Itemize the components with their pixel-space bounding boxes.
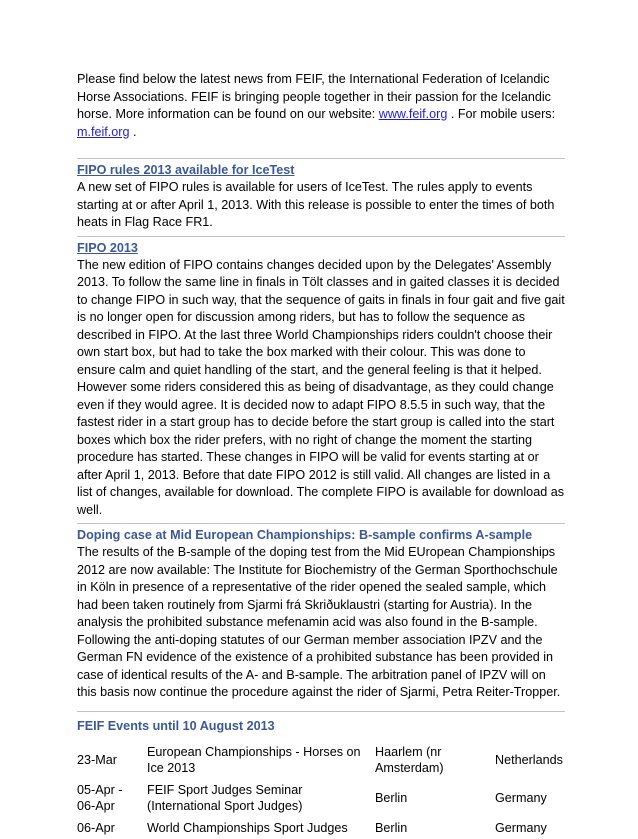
mobile-link[interactable]: m.feif.org — [77, 124, 130, 139]
event-country: Germany — [495, 790, 547, 805]
event-place: Berlin — [375, 790, 408, 805]
events-table — [77, 741, 565, 839]
event-name: FEIF Sport Judges Seminar (International Sport Judges) — [147, 782, 303, 813]
article-body-fipo: The new edition of FIPO contains changes decided upon by the Delegates' Assembly 2013. To follow the same line in finals in Tölt classes and in gaited classes it is decided to change FIPO in such way, that the sequence of gaits in finals in four gait and five gait is no longer open for discussion among riders, but has to follow the sequence as described in FIPO. At the last three World Championships riders couldn't choose their own start box, but had to take the box marked with their colour. This was done to ensure calm and quiet handling of the start, and the general feeling is that it helped. However some riders considered this as being of disadvantage, as they could change even if they would agree. It is decided now to adapt FIPO 8.5.5 in such way, that the fastest rider in a start group has to decide before the start group is called into the start boxes which box the rider prefers, with no right of change the moment the starting procedure has started. These changes in FIPO will be valid for events starting at or after April 1, 2013. Before that date FIPO 2012 is still valid. All changes are listed in a list of changes, available for download. The complete FIPO is available for download as well. — [77, 257, 565, 517]
intro-text-middle: . For mobile users: — [447, 107, 556, 121]
divider — [77, 711, 565, 712]
divider — [77, 236, 565, 237]
events-title: FEIF Events until 10 August 2013 — [77, 718, 275, 733]
article-title-icetest[interactable]: FIPO rules 2013 available for IceTest — [77, 163, 295, 177]
event-country: Germany — [495, 820, 547, 835]
intro-text: Please find below the latest news from FEIF, the International Federation of Icelandic Horse Associations. FEIF is bringing people together in their passion for the Icelandic horse. More information can be found on our website: — [77, 72, 551, 121]
article-body-icetest: A new set of FIPO rules is available for users of IceTest. The rules apply to events starting at or after April 1, 2013. With this release is possible to enter the times of both heats in Flag Race FR1. — [77, 180, 555, 229]
event-date: 23-Mar — [77, 752, 117, 767]
divider — [77, 158, 565, 159]
event-name: World Championships Sport Judges — [147, 820, 348, 835]
newsletter — [77, 71, 565, 839]
event-place: Berlin — [375, 820, 408, 835]
intro-text-end: . — [129, 124, 137, 139]
event-name: European Championships - Horses on Ice 2013 — [147, 744, 361, 775]
event-country: Netherlands — [495, 752, 563, 767]
intro-paragraph — [77, 71, 565, 141]
table-row — [77, 779, 565, 817]
event-date: 06-Apr — [77, 820, 115, 835]
table-row — [77, 817, 565, 839]
article-title-doping: Doping case at Mid European Championships: B-sample confirms A-sample — [77, 528, 533, 542]
website-link[interactable]: www.feif.org — [378, 107, 448, 121]
event-date: 05-Apr - 06-Apr — [77, 782, 123, 813]
article-body-doping: The results of the B-sample of the doping test from the Mid EUropean Championships 2012 are now available: The Institute for Biochemistry of the German Sporthochschule in Köln in presence of a representative of the rider opened the sealed sample, which had been taken routinely from Sjarmi frá Skriðuklaustri (starting for Austria). In the analysis the prohibited substance mefenamin acid was also found in the B-sample. Following the anti-doping statutes of our German member association IPZV and the German FN evidence of the existence of a prohibited substance has been provided in case of identical results of the A- and B-sample. The arbitration panel of IPZV will on this basis now continue the procedure against the rider of Sjarmi, Petra Reiter-Tropper. — [77, 545, 561, 699]
divider — [77, 523, 565, 524]
table-row — [77, 741, 565, 779]
article-title-fipo[interactable]: FIPO 2013 — [77, 240, 138, 255]
event-place: Haarlem (nr Amsterdam) — [375, 744, 444, 775]
